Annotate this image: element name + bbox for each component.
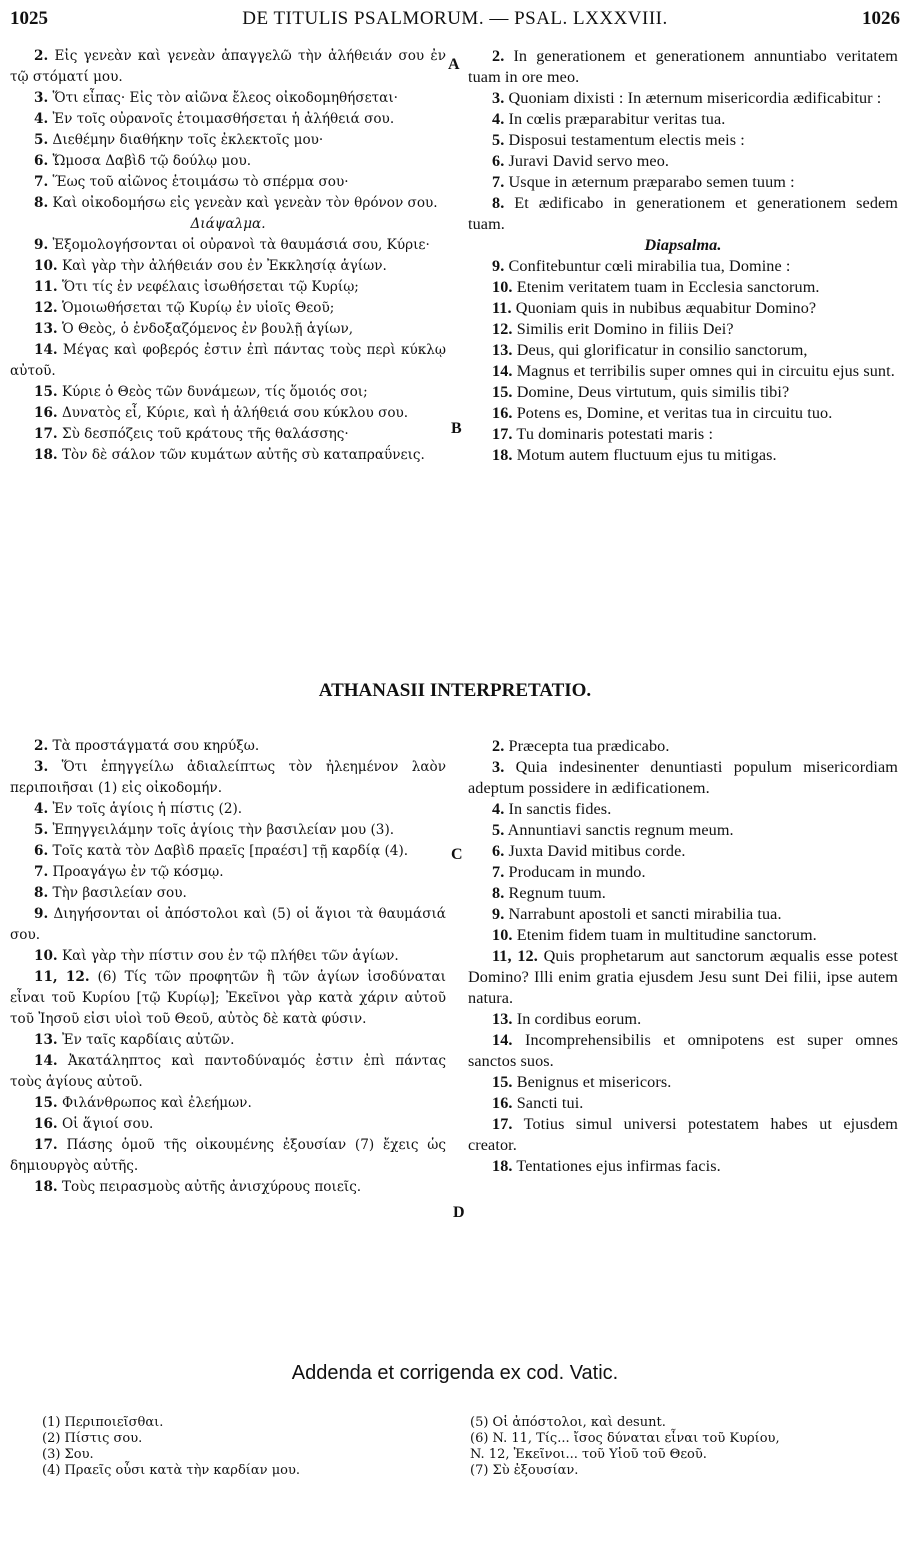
verse-number: 14.	[34, 342, 58, 358]
verse	[10, 403, 446, 424]
verse	[468, 151, 898, 172]
verse-text: Πάσης ὁμοῦ τῆς οἰκουμένης ἐξουσίαν (7) ἔχεις ὡς δημιουργὸς αὐτῆς.	[10, 1137, 446, 1174]
verse	[468, 1030, 898, 1072]
verse	[10, 340, 446, 382]
verse-number: 3.	[492, 89, 505, 107]
verse-number: 8.	[34, 885, 49, 901]
verse	[10, 88, 446, 109]
verse-text: Deus, qui glorificatur in consilio sanctorum,	[516, 341, 808, 359]
verse-text: Quoniam dixisti : In æternum misericordia ædificabitur :	[508, 89, 882, 107]
verse	[468, 445, 898, 466]
verse	[468, 841, 898, 862]
verse	[468, 1114, 898, 1156]
verse-text: Ὁμοιωθήσεται τῷ Κυρίῳ ἐν υἱοῖς Θεοῦ;	[61, 300, 335, 316]
addenda-left	[42, 1415, 452, 1479]
verse	[468, 862, 898, 883]
verse-text: Τὰ προστάγματά σου κηρύξω.	[52, 738, 260, 754]
verse-text: Τὸν δὲ σάλον τῶν κυμάτων αὐτῆς σὺ καταπραΰνεις.	[61, 447, 425, 463]
verse-text: Ἐν ταῖς καρδίαις αὐτῶν.	[61, 1032, 235, 1048]
verse-text: Incomprehensibilis et omnipotens est super omnes sanctos suos.	[468, 1031, 899, 1070]
verse-number: 2.	[492, 47, 505, 65]
verse-number: 17.	[34, 1137, 58, 1153]
verse-text: Tu dominaris potestati maris :	[516, 425, 714, 443]
verse-text: Disposui testamentum electis meis :	[508, 131, 745, 149]
verse-number: 16.	[492, 1094, 513, 1112]
verse	[468, 403, 898, 424]
verse	[10, 46, 446, 88]
verse	[10, 736, 446, 757]
verse-number: 18.	[34, 1179, 58, 1195]
verse	[10, 1051, 446, 1093]
verse	[468, 277, 898, 298]
verse-text: Potens es, Domine, et veritas tua in circuitu tuo.	[516, 404, 833, 422]
interp-greek-column	[10, 736, 446, 1198]
verse-text: In generationem et generationem annuntiabo veritatem tuam in ore meo.	[468, 47, 898, 86]
verse-text: Benignus et misericors.	[516, 1073, 672, 1091]
verse-text: Τοὺς πειρασμοὺς αὐτῆς ἀνισχύρους ποιεῖς.	[61, 1179, 362, 1195]
verse-text: Ἀκατάληπτος καὶ παντοδύναμός ἐστιν ἐπὶ πάντας τοὺς ἁγίους αὐτοῦ.	[10, 1053, 446, 1090]
verse	[10, 1114, 446, 1135]
verse-number: 15.	[34, 1095, 58, 1111]
verse-number: 18.	[492, 446, 513, 464]
verse-text: Κύριε ὁ Θεὸς τῶν δυνάμεων, τίς ὅμοιός σοι;	[61, 384, 368, 400]
verse-text: Narrabunt apostoli et sancti mirabilia tua.	[508, 905, 782, 923]
verse-number: 18.	[492, 1157, 513, 1175]
verse	[10, 130, 446, 151]
verse-text: Ἐπηγγειλάμην τοῖς ἁγίοις τὴν βασιλείαν μου (3).	[52, 822, 395, 838]
verse-text: Καὶ γὰρ τὴν ἀλήθειάν σου ἐν Ἐκκλησίᾳ ἁγίων.	[61, 258, 387, 274]
verse	[468, 193, 898, 235]
addenda-title: Addenda et corrigenda ex cod. Vatic.	[291, 1362, 619, 1384]
verse	[10, 904, 446, 946]
verse-text: In cordibus eorum.	[516, 1010, 642, 1028]
verse	[468, 736, 898, 757]
verse-text: Etenim fidem tuam in multitudine sanctorum.	[516, 926, 817, 944]
verse-text: Etenim veritatem tuam in Ecclesia sanctorum.	[516, 278, 820, 296]
verse-text: Producam in mundo.	[508, 863, 646, 881]
verse-text: Ὅτι εἶπας· Εἰς τὸν αἰῶνα ἔλεος οἰκοδομηθήσεται·	[52, 90, 398, 106]
verse	[468, 382, 898, 403]
verse-number: 9.	[492, 257, 505, 275]
verse-number: 13.	[492, 341, 513, 359]
verse-number: 14.	[34, 1053, 58, 1069]
verse-number: 6.	[34, 843, 49, 859]
addenda-note: (2) Πίστις σου.	[42, 1431, 143, 1446]
verse-number: 9.	[492, 905, 505, 923]
verse-text: Ἐν τοῖς ἁγίοις ἡ πίστις (2).	[52, 801, 243, 817]
verse	[10, 757, 446, 799]
verse-number: 5.	[492, 821, 505, 839]
verse-number: 14.	[492, 362, 513, 380]
verse-number: 2.	[34, 48, 49, 64]
verse-text: Προαγάγω ἐν τῷ κόσμῳ.	[52, 864, 224, 880]
verse-number: 7.	[492, 173, 505, 191]
verse	[468, 1156, 898, 1177]
verse-number: 17.	[492, 1115, 513, 1133]
verse	[468, 883, 898, 904]
verse	[468, 361, 898, 382]
verse	[10, 946, 446, 967]
verse	[468, 904, 898, 925]
addenda-note: (3) Σου.	[42, 1447, 94, 1462]
verse-text: Ὅτι ἐπηγγείλω ἀδιαλείπτως τὸν ἠλεημένον λαὸν περιποιῆσαι (1) εἰς οἰκοδομήν.	[10, 759, 447, 796]
verse-number: 13.	[492, 1010, 513, 1028]
verse-number: 14.	[492, 1031, 513, 1049]
verse-text: Juravi David servo meo.	[508, 152, 670, 170]
verse	[10, 862, 446, 883]
verse-number: 2.	[34, 738, 49, 754]
verse-text: Φιλάνθρωπος καὶ ἐλεήμων.	[61, 1095, 252, 1111]
verse-number: 9.	[34, 906, 49, 922]
verse-text: Ἐξομολογήσονται οἱ οὐρανοὶ τὰ θαυμάσιά σου, Κύριε·	[52, 237, 430, 253]
verse-number: 4.	[492, 110, 505, 128]
verse	[468, 925, 898, 946]
verse-number: 13.	[34, 321, 58, 337]
margin-letter-a: A	[448, 56, 460, 73]
running-header	[10, 8, 900, 34]
verse	[10, 109, 446, 130]
verse	[10, 799, 446, 820]
running-title: DE TITULIS PSALMORUM. — PSAL. LXXXVIII.	[242, 8, 668, 29]
verse-number: 5.	[492, 131, 505, 149]
verse-text: Καὶ γὰρ τὴν πίστιν σου ἐν τῷ πλήθει τῶν ἁγίων.	[61, 948, 399, 964]
verse-text: Quis prophetarum aut sanctorum æqualis esse potest Domino? Illi enim gratia ejusdem Jesu sunt Dei filii, ipse autem natura.	[468, 947, 898, 1007]
verse-text: Ὅτι τίς ἐν νεφέλαις ἰσωθήσεται τῷ Κυρίῳ;	[61, 279, 359, 295]
verse	[10, 1093, 446, 1114]
verse-number: 5.	[34, 132, 49, 148]
verse-number: 9.	[34, 237, 49, 253]
verse-number: 6.	[492, 842, 505, 860]
verse-text: Διεθέμην διαθήκην τοῖς ἐκλεκτοῖς μου·	[52, 132, 324, 148]
verse-text: Ὤμοσα Δαβὶδ τῷ δούλῳ μου.	[52, 153, 252, 169]
verse	[468, 424, 898, 445]
verse	[468, 820, 898, 841]
diapsalma-heading: Διάψαλμα.	[190, 216, 266, 232]
psalm-greek-column	[10, 46, 446, 466]
verse	[468, 946, 898, 1009]
verse	[468, 799, 898, 820]
verse-number: 16.	[34, 1116, 58, 1132]
verse-text: Usque in æternum præparabo semen tuum :	[508, 173, 795, 191]
verse-text: Μέγας καὶ φοβερός ἐστιν ἐπὶ πάντας τοὺς περὶ κύκλῳ αὐτοῦ.	[10, 342, 447, 379]
page-number-left: 1025	[10, 8, 48, 29]
verse	[468, 130, 898, 151]
verse-text: Εἰς γενεὰν καὶ γενεὰν ἀπαγγελῶ τὴν ἀλήθειάν σου ἐν τῷ στόματί μου.	[10, 48, 446, 85]
verse	[468, 1072, 898, 1093]
verse	[468, 340, 898, 361]
verse-number: 15.	[492, 383, 513, 401]
addenda-note: (4) Πραεῖς οὖσι κατὰ τὴν καρδίαν μου.	[42, 1463, 301, 1478]
verse	[468, 46, 898, 88]
verse-number: 12.	[34, 300, 58, 316]
verse-number: 10.	[492, 926, 513, 944]
verse-number: 4.	[34, 801, 49, 817]
verse-text: Quoniam quis in nubibus æquabitur Domino?	[515, 299, 817, 317]
verse-text: In cœlis præparabitur veritas tua.	[508, 110, 726, 128]
verse	[10, 277, 446, 298]
verse	[10, 820, 446, 841]
verse-text: Sancti tui.	[516, 1094, 584, 1112]
diapsalma-heading: Diapsalma.	[644, 236, 722, 254]
verse-text: Οἱ ἅγιοί σου.	[61, 1116, 154, 1132]
verse-number: 16.	[492, 404, 513, 422]
verse-text: Et ædificabo in generationem et generationem sedem tuam.	[468, 194, 898, 233]
verse-text: Quia indesinenter denuntiasti populum misericordiam adeptum possidere in ædificationem.	[468, 758, 898, 797]
margin-letter-b: B	[451, 420, 462, 437]
verse-number: 4.	[492, 800, 505, 818]
verse	[468, 757, 898, 799]
verse	[10, 424, 446, 445]
verse-text: Δυνατὸς εἶ, Κύριε, καὶ ἡ ἀλήθειά σου κύκλου σου.	[61, 405, 409, 421]
verse-number: 11.	[34, 279, 58, 295]
verse	[468, 256, 898, 277]
verse-number: 11, 12.	[34, 969, 90, 985]
verse-text: Motum autem fluctuum ejus tu mitigas.	[516, 446, 777, 464]
verse-number: 3.	[492, 758, 505, 776]
verse-text: Annuntiavi sanctis regnum meum.	[507, 821, 734, 839]
verse	[468, 1093, 898, 1114]
verse-number: 10.	[34, 948, 58, 964]
verse	[10, 445, 446, 466]
verse-text: Ἐν τοῖς οὐρανοῖς ἑτοιμασθήσεται ἡ ἀλήθειά σου.	[52, 111, 395, 127]
verse-number: 3.	[34, 759, 49, 775]
verse-text: Totius simul universi potestatem habes ut ejusdem creator.	[468, 1115, 898, 1154]
verse-text: Regnum tuum.	[508, 884, 606, 902]
verse	[468, 88, 898, 109]
margin-letter-c: C	[451, 846, 463, 863]
verse	[10, 319, 446, 340]
verse-number: 7.	[492, 863, 505, 881]
verse-number: 4.	[34, 111, 49, 127]
verse	[10, 1135, 446, 1177]
addenda-note: (5) Οἱ ἀπόστολοι, καὶ desunt.	[470, 1415, 666, 1430]
verse-number: 10.	[492, 278, 513, 296]
verse-number: 17.	[492, 425, 513, 443]
verse-number: 8.	[34, 195, 49, 211]
margin-letter-d: D	[453, 1204, 465, 1221]
verse	[10, 193, 446, 214]
psalm-latin-column	[468, 46, 898, 466]
verse-text: Tentationes ejus infirmas facis.	[516, 1157, 721, 1175]
verse-number: 7.	[34, 174, 49, 190]
verse-number: 6.	[34, 153, 49, 169]
verse-number: 16.	[34, 405, 58, 421]
verse-text: Præcepta tua prædicabo.	[508, 737, 670, 755]
verse-number: 2.	[492, 737, 505, 755]
interp-latin-column	[468, 736, 898, 1177]
addenda-note: N. 12, Ἐκεῖνοι... τοῦ Υἱοῦ τοῦ Θεοῦ.	[470, 1447, 707, 1462]
addenda-note: (1) Περιποιεῖσθαι.	[42, 1415, 164, 1430]
verse-text: In sanctis fides.	[508, 800, 612, 818]
verse-text: Ἕως τοῦ αἰῶνος ἑτοιμάσω τὸ σπέρμα σου·	[52, 174, 349, 190]
verse	[468, 109, 898, 130]
verse-text: Ὁ Θεὸς, ὁ ἐνδοξαζόμενος ἐν βουλῇ ἁγίων,	[61, 321, 354, 337]
verse	[468, 1009, 898, 1030]
verse	[468, 298, 898, 319]
verse-text: (6) Τίς τῶν προφητῶν ἢ τῶν ἁγίων ἰσοδύναται εἶναι τοῦ Κυρίου [τῷ Κυρίῳ]; Ἐκεῖνοι γὰρ κατὰ χάριν αὐτοῦ τοῦ Ἰησοῦ εἰσι υἱοὶ τοῦ Θεοῦ, αὐτὸς δὲ κατὰ φύσιν.	[10, 969, 446, 1027]
verse-number: 15.	[34, 384, 58, 400]
verse-text: Similis erit Domino in filiis Dei?	[516, 320, 734, 338]
addenda-note: (7) Σὺ ἐξουσίαν.	[470, 1463, 579, 1478]
verse	[468, 319, 898, 340]
verse-number: 7.	[34, 864, 49, 880]
verse	[10, 382, 446, 403]
verse	[10, 151, 446, 172]
verse-number: 8.	[492, 884, 505, 902]
verse-text: Διηγήσονται οἱ ἀπόστολοι καὶ (5) οἱ ἅγιοι τὰ θαυμάσιά σου.	[10, 906, 446, 943]
verse-number: 11, 12.	[492, 947, 538, 965]
verse	[10, 841, 446, 862]
verse-number: 11.	[492, 299, 512, 317]
verse-number: 13.	[34, 1032, 58, 1048]
verse	[10, 256, 446, 277]
verse-number: 12.	[492, 320, 513, 338]
verse	[468, 172, 898, 193]
verse-number: 3.	[34, 90, 49, 106]
verse-number: 17.	[34, 426, 58, 442]
verse-text: Juxta David mitibus corde.	[508, 842, 686, 860]
verse-text: Τοῖς κατὰ τὸν Δαβὶδ πραεῖς [πραέσι] τῇ καρδίᾳ (4).	[52, 843, 409, 859]
verse-number: 6.	[492, 152, 505, 170]
verse-number: 15.	[492, 1073, 513, 1091]
verse-text: Καὶ οἰκοδομήσω εἰς γενεὰν καὶ γενεὰν τὸν θρόνον σου.	[52, 195, 438, 211]
verse-number: 10.	[34, 258, 58, 274]
addenda-right	[470, 1415, 900, 1479]
verse-text: Magnus et terribilis super omnes qui in circuitu ejus sunt.	[516, 362, 895, 380]
verse-text: Σὺ δεσπόζεις τοῦ κράτους τῆς θαλάσσης·	[61, 426, 349, 442]
verse	[10, 883, 446, 904]
verse-number: 5.	[34, 822, 49, 838]
verse-text: Τὴν βασιλείαν σου.	[52, 885, 187, 901]
verse	[10, 298, 446, 319]
verse	[10, 172, 446, 193]
verse	[10, 235, 446, 256]
verse-number: 8.	[492, 194, 505, 212]
verse	[10, 967, 446, 1030]
verse	[10, 1030, 446, 1051]
section-title: ATHANASII INTERPRETATIO.	[318, 680, 592, 701]
verse	[10, 1177, 446, 1198]
verse-number: 18.	[34, 447, 58, 463]
verse-text: Confitebuntur cœli mirabilia tua, Domine :	[508, 257, 791, 275]
addenda-note: (6) N. 11, Τίς... ἴσος δύναται εἶναι τοῦ Κυρίου,	[470, 1431, 780, 1446]
verse-text: Domine, Deus virtutum, quis similis tibi?	[516, 383, 790, 401]
page-number-right: 1026	[862, 8, 900, 29]
